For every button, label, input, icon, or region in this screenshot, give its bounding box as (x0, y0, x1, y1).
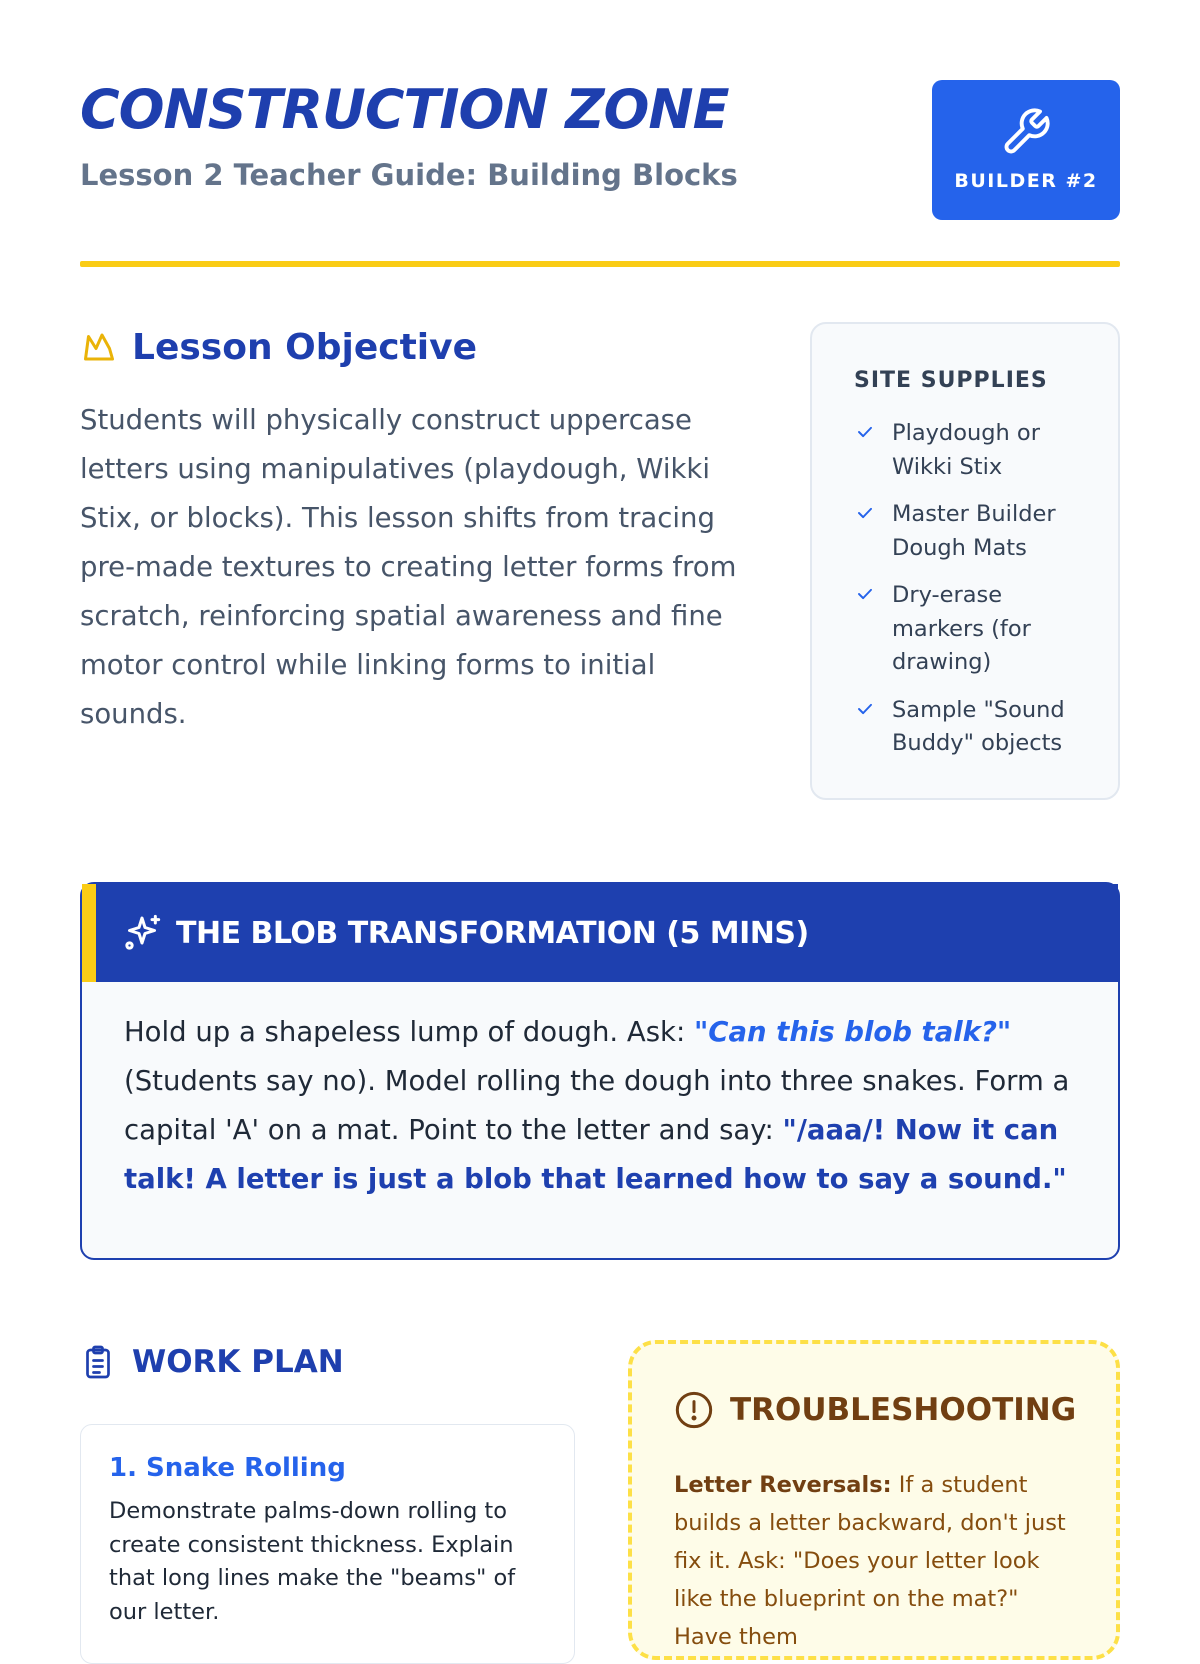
supply-label: Playdough or Wikki Stix (892, 420, 1040, 480)
blob-transformation-card (80, 882, 1120, 1260)
check-icon (854, 700, 876, 718)
blob-card-title: THE BLOB TRANSFORMATION (5 MINS) (176, 915, 809, 951)
check-icon (854, 423, 876, 441)
supplies-title: SITE SUPPLIES (854, 368, 1048, 393)
badge-label: BUILDER #2 (954, 170, 1098, 192)
clipboard-icon (80, 1342, 116, 1382)
blob-card-header (82, 884, 1118, 982)
supply-label: Sample "Sound Buddy" objects (892, 696, 1065, 756)
work-plan-step (80, 1424, 575, 1664)
blob-answer-quote: "/aaa/! Now it can talk! A letter is just a blob that learned how to say a sound." (124, 1114, 1067, 1195)
step-text: Demonstrate palms-down rolling to create consistent thickness. Explain that long lines make the "beams" of our letter. (109, 1498, 516, 1625)
supply-item (854, 498, 1092, 565)
lesson-objective-section (80, 322, 760, 739)
step-title: 1. Snake Rolling (109, 1453, 346, 1483)
objective-title: Lesson Objective (132, 326, 478, 368)
alert-circle-icon (674, 1390, 714, 1430)
supply-item (854, 417, 1092, 484)
builder-badge (932, 80, 1120, 220)
troubleshooting-card (628, 1340, 1120, 1660)
troubleshooting-title: TROUBLESHOOTING (730, 1392, 1077, 1428)
blob-question-quote: "Can this blob talk?" (693, 1016, 1012, 1048)
check-icon (854, 504, 876, 522)
check-icon (854, 585, 876, 603)
objective-text: Students will physically construct uppercase letters using manipulatives (playdough, Wikki Stix, or blocks). This lesson shifts from tracing pre-made textures to creating letter forms from scratch, reinforcing spatial awareness and fine motor control while linking forms to initial sounds. (80, 404, 737, 730)
blob-text-part: Hold up a shapeless lump of dough. Ask: (124, 1016, 694, 1048)
work-plan-section (80, 1340, 575, 1664)
objective-heading (80, 322, 760, 372)
page-header (80, 78, 1120, 228)
supply-item (854, 579, 1092, 680)
troubleshooting-text (674, 1466, 1076, 1656)
crown-icon (80, 329, 118, 365)
page-title: CONSTRUCTION ZONE (80, 78, 729, 141)
work-plan-heading (80, 1340, 575, 1384)
wrench-icon (1000, 106, 1052, 158)
supply-label: Master Builder Dough Mats (892, 501, 1056, 561)
page-subtitle: Lesson 2 Teacher Guide: Building Blocks (80, 158, 738, 192)
sparkles-icon (122, 913, 162, 953)
supply-item (854, 694, 1092, 761)
site-supplies-card (810, 322, 1120, 800)
troubleshooting-body: If a student builds a letter backward, don't just fix it. Ask: "Does your letter look like the blueprint on the mat?" Have them (674, 1472, 1066, 1650)
blob-card-text (124, 1008, 1082, 1204)
supply-label: Dry-erase markers (for drawing) (892, 582, 1031, 675)
troubleshooting-heading (674, 1388, 1076, 1432)
header-divider (80, 261, 1120, 267)
blob-text-part: (Students say no). Model rolling the dough into three snakes. Form a capital 'A' on a mat. Point to the letter and say: (124, 1065, 1070, 1146)
work-plan-title: WORK PLAN (132, 1344, 344, 1380)
troubleshooting-label: Letter Reversals: (674, 1472, 892, 1498)
